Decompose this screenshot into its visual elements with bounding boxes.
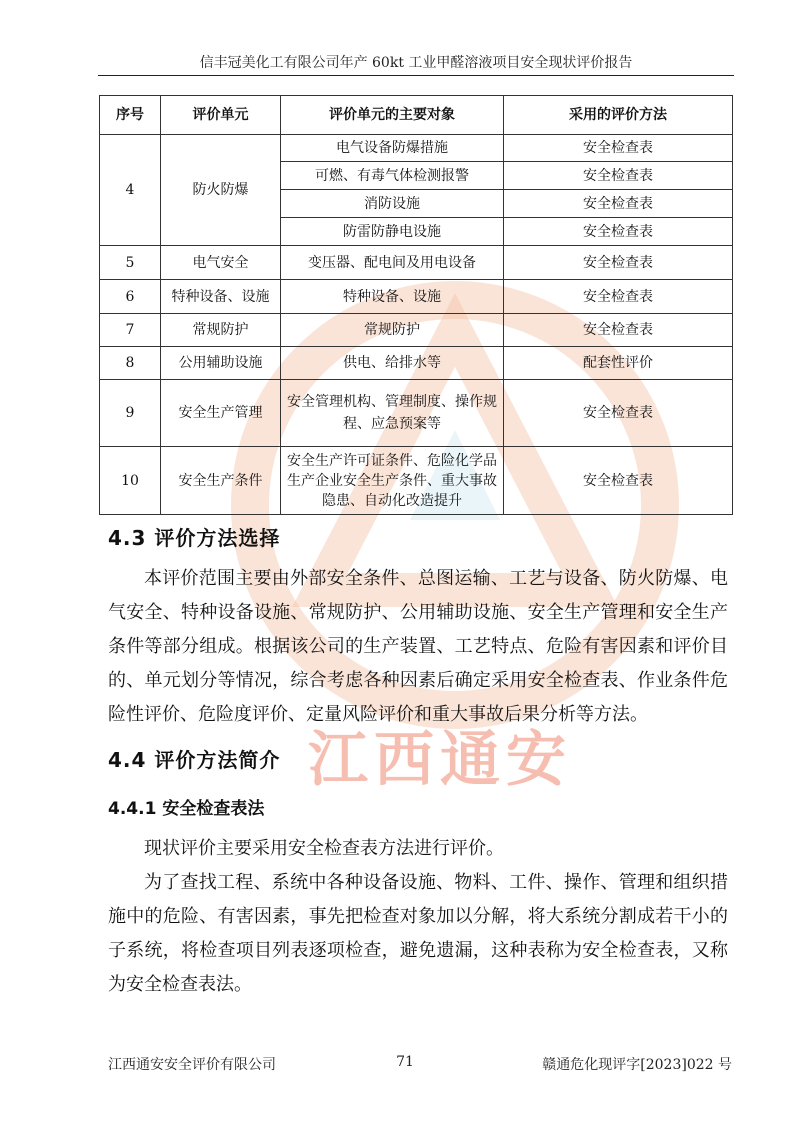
table-row (100, 280, 733, 314)
table-row (100, 347, 733, 380)
cell-object: 安全管理机构、管理制度、操作规程、应急预案等 (281, 380, 504, 447)
watermark-text: 江西通安 (308, 725, 572, 795)
evaluation-unit-table (99, 95, 733, 515)
col-header-object: 评价单元的主要对象 (281, 96, 504, 135)
table-header-row (100, 96, 733, 135)
cell-method: 配套性评价 (504, 347, 733, 380)
cell-no: 7 (100, 314, 161, 347)
cell-no: 9 (100, 380, 161, 447)
cell-method: 安全检查表 (504, 246, 733, 280)
page-header-title: 信丰冠美化工有限公司年产 60kt 工业甲醛溶液项目安全现状评价报告 (199, 55, 633, 71)
cell-object: 可燃、有毒气体检测报警 (281, 162, 504, 190)
cell-no: 10 (100, 447, 161, 515)
footer-page-number: 71 (396, 1054, 414, 1070)
cell-method: 安全检查表 (504, 314, 733, 347)
col-header-method: 采用的评价方法 (504, 96, 733, 135)
cell-unit: 安全生产管理 (161, 380, 281, 447)
section-heading-4-3: 4.3 评价方法选择 (108, 526, 281, 550)
col-header-unit: 评价单元 (161, 96, 281, 135)
col-header-no: 序号 (100, 96, 161, 135)
section-4-3-paragraph: 本评价范围主要由外部安全条件、总图运输、工艺与设备、防火防爆、电气安全、特种设备设施、常规防护、公用辅助设施、安全生产管理和安全生产条件等部分组成。根据该公司的生产装置、工艺特点、危险有害因素和评价目的、单元划分等情况，综合考虑各种因素后确定采用安全检查表、作业条件危险性评价、危险度评价、定量风险评价和重大事故后果分析等方法。 (108, 568, 728, 725)
cell-object: 供电、给排水等 (281, 347, 504, 380)
cell-method: 安全检查表 (504, 380, 733, 447)
cell-object: 安全生产许可证条件、危险化学品生产企业安全生产条件、重大事故隐患、自动化改造提升 (281, 447, 504, 515)
table-row (100, 314, 733, 347)
cell-no: 8 (100, 347, 161, 380)
cell-no: 6 (100, 280, 161, 314)
cell-object: 特种设备、设施 (281, 280, 504, 314)
cell-unit: 电气安全 (161, 246, 281, 280)
cell-method: 安全检查表 (504, 447, 733, 515)
section-4-4-1-paragraph-2: 为了查找工程、系统中各种设备设施、物料、工件、操作、管理和组织措施中的危险、有害因素，事先把检查对象加以分解，将大系统分割成若干小的子系统，将检查项目列表逐项检查，避免遗漏，这种表称为安全检查表，又称为安全检查表法。 (108, 872, 728, 995)
cell-method: 安全检查表 (504, 280, 733, 314)
cell-no: 5 (100, 246, 161, 280)
section-4-4-1-paragraph-1: 现状评价主要采用安全检查表方法进行评价。 (144, 838, 504, 859)
table-row (100, 447, 733, 515)
cell-object: 变压器、配电间及用电设备 (281, 246, 504, 280)
cell-object: 防雷防静电设施 (281, 218, 504, 246)
cell-unit: 防火防爆 (161, 135, 281, 246)
footer-doc-number: 赣通危化现评字[2023]022 号 (542, 1057, 732, 1073)
cell-unit: 常规防护 (161, 314, 281, 347)
header-rule (98, 75, 734, 76)
cell-object: 常规防护 (281, 314, 504, 347)
cell-unit: 特种设备、设施 (161, 280, 281, 314)
cell-object: 消防设施 (281, 190, 504, 218)
cell-method: 安全检查表 (504, 190, 733, 218)
cell-method: 安全检查表 (504, 135, 733, 162)
cell-unit: 公用辅助设施 (161, 347, 281, 380)
table-row (100, 246, 733, 280)
cell-unit: 安全生产条件 (161, 447, 281, 515)
cell-object: 电气设备防爆措施 (281, 135, 504, 162)
section-heading-4-4: 4.4 评价方法简介 (108, 748, 281, 772)
cell-no: 4 (100, 135, 161, 246)
table-row (100, 135, 733, 162)
section-heading-4-4-1: 4.4.1 安全检查表法 (108, 799, 265, 819)
cell-method: 安全检查表 (504, 218, 733, 246)
cell-method: 安全检查表 (504, 162, 733, 190)
footer-company: 江西通安安全评价有限公司 (108, 1057, 276, 1073)
table-row (100, 380, 733, 447)
